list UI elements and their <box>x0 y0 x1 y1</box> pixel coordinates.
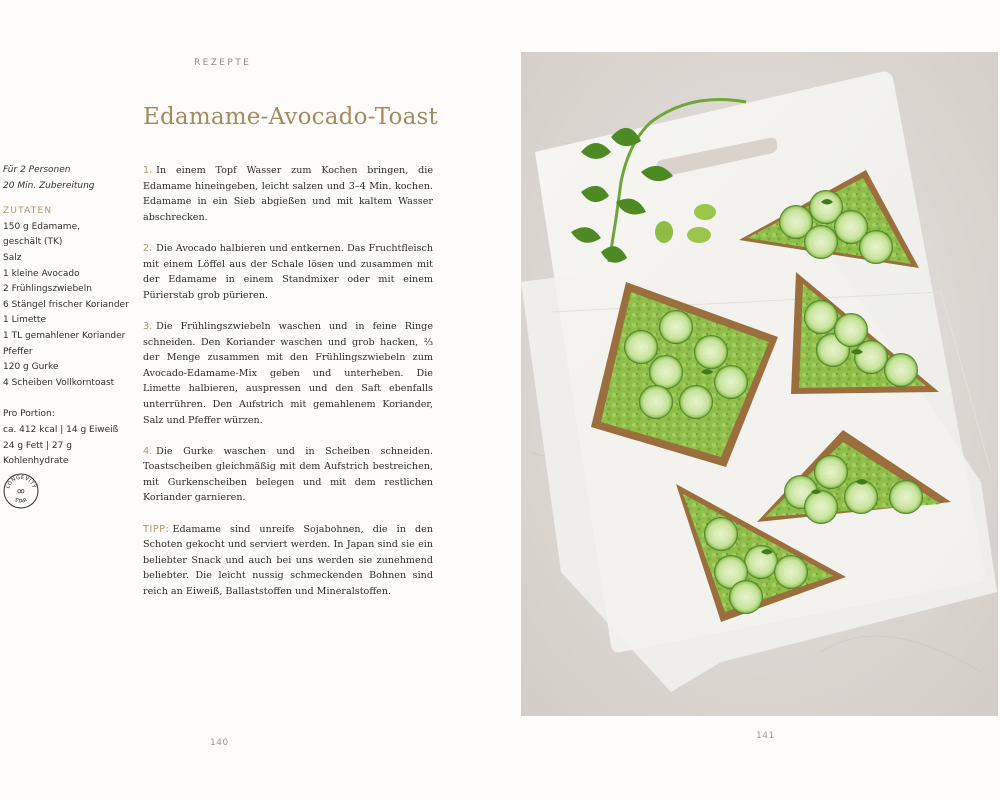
ingredient-item: 1 TL gemahlener Koriander <box>3 330 126 341</box>
ingredient-item: Salz <box>3 252 22 263</box>
step-number: 1. <box>143 165 153 176</box>
section-label: REZEPTE <box>194 58 252 68</box>
longevity-star-badge-icon <box>3 473 39 509</box>
ingredient-item: 150 g Edamame, <box>3 221 80 232</box>
ingredient-item: 4 Scheiben Vollkorntoast <box>3 377 115 388</box>
ingredient-item: 120 g Gurke <box>3 362 59 373</box>
badge-top-text: LONGEVITY <box>5 474 37 490</box>
tip <box>143 522 433 600</box>
ingredient-item: Pfeffer <box>3 346 33 357</box>
ingredient-item: 1 kleine Avocado <box>3 268 80 279</box>
ingredients-heading: ZUTATEN <box>3 206 53 217</box>
ingredient-item: 6 Stängel frischer Koriander <box>3 299 129 310</box>
step-text: In einem Topf Wasser zum Kochen bringen, die Edamame hineingeben, leicht salzen und 3–4 Min. kochen. Edamame in ein Sieb abgießen und mit kaltem Wasser abschrecken. <box>143 165 433 223</box>
page-number-left: 140 <box>210 738 229 748</box>
step-3 <box>143 319 433 428</box>
recipe-title: Edamame-Avocado-Toast <box>143 104 438 130</box>
step-text: Die Gurke waschen und in Scheiben schneiden. Toastscheiben gleichmäßig mit dem Aufstrich bestreichen, mit Gurkenscheiben belegen und mit dem restlichen Koriander garnieren. <box>143 445 433 504</box>
portion-heading: Pro Portion: <box>3 409 55 420</box>
step-4 <box>143 444 433 506</box>
step-number: 3. <box>143 320 153 332</box>
page-number-right: 141 <box>756 731 775 741</box>
step-text: Die Avocado halbieren und entkernen. Das Fruchtfleisch mit einem Löffel aus der Schale lösen und zusammen mit der Edamame in einem Standmixer oder mit einem Pürierstab grob pürieren. <box>143 242 433 301</box>
step-text: Die Frühlingszwiebeln waschen und in feine Ringe schneiden. Den Koriander waschen und grob hacken, ⅔ der Menge zusammen mit den Frühlingszwiebeln zum Avocado-Edamame-Mix geben und unterheben. Die Limette halbieren, auspressen und den Saft ebenfalls unterrühren. Den Aufstrich mit gemahlenem Koriander, Salz und Pfeffer würzen. <box>143 320 433 426</box>
svg-text:STAR <box>13 497 29 505</box>
step-number: 4. <box>143 445 153 457</box>
badge-bottom-text: STAR <box>13 497 29 506</box>
recipe-instructions <box>143 163 433 615</box>
ingredients-list <box>3 220 138 392</box>
tip-label: TIPP: <box>143 523 170 535</box>
badge-infinity-symbol: ∞ <box>16 484 26 498</box>
food-photo <box>521 52 998 716</box>
prep-time: 20 Min. Zubereitung <box>3 180 95 191</box>
step-1 <box>143 163 433 225</box>
step-2 <box>143 241 433 303</box>
servings: Für 2 Personen <box>3 165 71 175</box>
portion-nutrition-line: 24 g Fett | 27 g Kohlenhydrate <box>3 440 72 467</box>
ingredient-item: 1 Limette <box>3 315 47 326</box>
tip-text: Edamame sind unreife Sojabohnen, die in den Schoten gekocht und serviert werden. In Japan sind sie ein beliebter Snack und auch bei uns werden sie zunehmend beliebter. Die leicht nussig schmeckenden Bohnen sind reich an Eiweiß, Ballaststoffen und Mineralstoffen. <box>143 523 433 598</box>
portion-nutrition-line: ca. 412 kcal | 14 g Eiweiß <box>3 424 119 435</box>
ingredient-item: 2 Frühlingszwiebeln <box>3 284 92 295</box>
step-number: 2. <box>143 242 153 254</box>
recipe-sidebar <box>3 163 138 470</box>
ingredient-item: geschält (TK) <box>3 237 63 248</box>
